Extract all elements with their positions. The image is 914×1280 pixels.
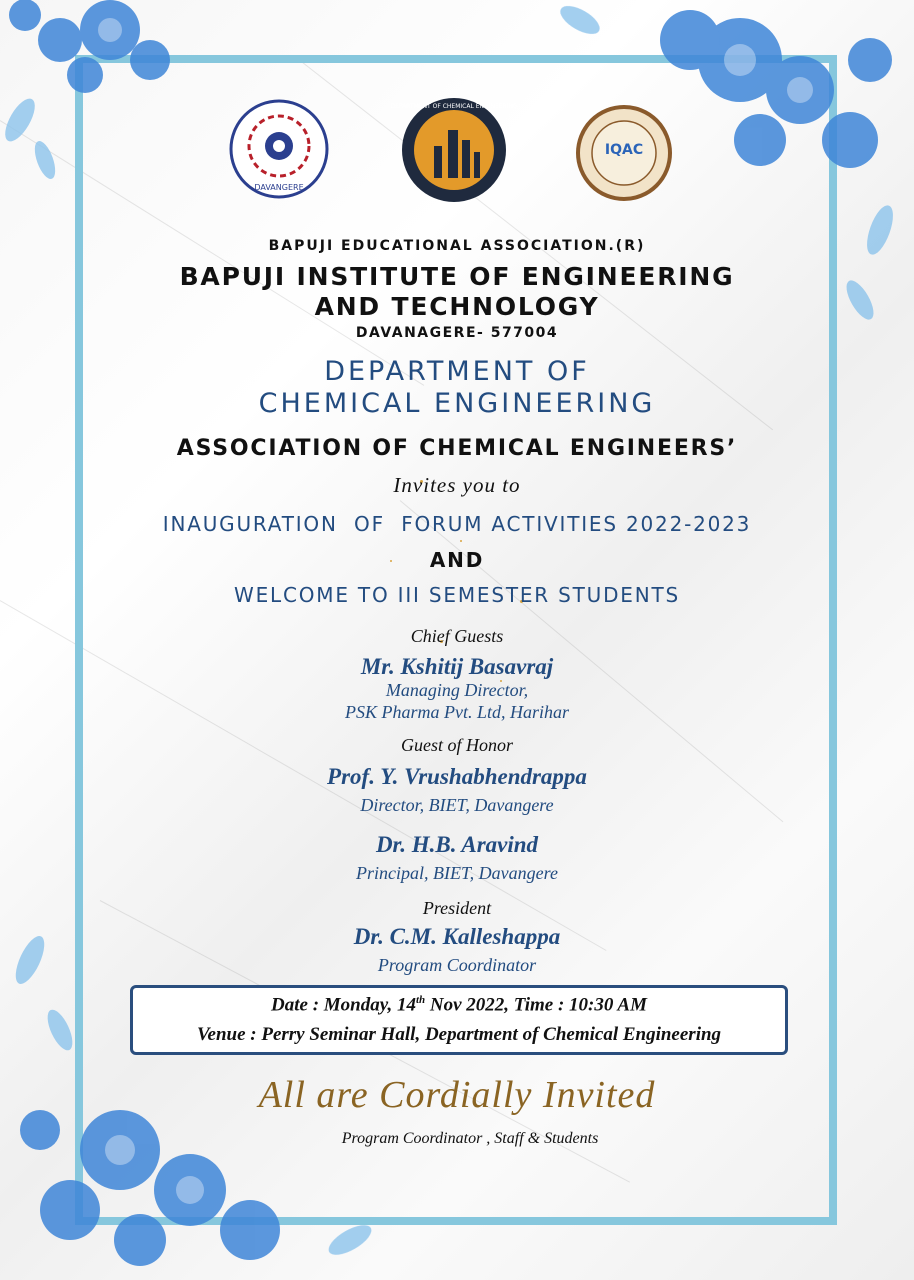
forum-name: ASSOCIATION OF CHEMICAL ENGINEERS’ [176, 436, 738, 461]
event-details-box [130, 985, 788, 1055]
president-label: President [422, 898, 492, 918]
institute-city: DAVANAGERE- 577004 [355, 325, 559, 341]
chief-guest-label: Chief Guests [410, 626, 504, 646]
president-name: Dr. C.M. Kalleshappa [353, 924, 561, 949]
department-name-line2: CHEMICAL ENGINEERING [258, 388, 656, 419]
chief-guest-role-2: PSK Pharma Pvt. Ltd, Harihar [344, 702, 569, 722]
institute-logo [228, 98, 330, 200]
event-title-line3: WELCOME TO III SEMESTER STUDENTS [234, 583, 680, 607]
president-role: Program Coordinator [377, 955, 537, 975]
institute-name-line2: AND TECHNOLOGY [314, 292, 600, 321]
event-venue: Venue : Perry Seminar Hall, Department of Chemical Engineering [196, 1024, 722, 1045]
association-name: BAPUJI EDUCATIONAL ASSOCIATION.(R) [268, 238, 646, 254]
event-title-line1: INAUGURATION OF FORUM ACTIVITIES 2022-2023 [162, 512, 752, 536]
logo-middle-text: DEPARTMENT OF CHEMICAL ENGINEERING [390, 103, 518, 110]
date-suffix: Nov 2022, Time : 10:30 AM [425, 994, 647, 1016]
event-date-time [133, 994, 785, 1016]
principal-name: Dr. H.B. Aravind [375, 832, 539, 857]
institute-name [0, 262, 914, 322]
department-logo [390, 96, 518, 204]
event-title-line2: AND [429, 548, 485, 572]
guest-of-honor-label: Guest of Honor [401, 735, 513, 755]
logo-left-text: DAVANGERE [254, 183, 304, 192]
logo-right-text: IQAC [604, 142, 644, 158]
department-name-line1: DEPARTMENT OF [324, 356, 590, 387]
invites-text: Invites you to [393, 473, 521, 497]
date-ordinal: th [415, 994, 426, 1006]
footer-signatories: Program Coordinator , Staff & Students [341, 1130, 599, 1147]
iqac-logo [575, 104, 673, 202]
cordial-invitation: All are Cordially Invited [258, 1074, 656, 1116]
institute-name-line1: BAPUJI INSTITUTE OF ENGINEERING [179, 262, 735, 291]
gold-sparkle [460, 540, 462, 542]
department-name [0, 356, 914, 420]
guest-of-honor-role: Director, BIET, Davangere [360, 795, 554, 815]
chief-guest-name: Mr. Kshitij Basavraj [360, 654, 554, 679]
principal-role: Principal, BIET, Davangere [356, 863, 558, 883]
date-prefix: Date : Monday, 14 [271, 994, 416, 1016]
chief-guest-role-1: Managing Director, [385, 680, 529, 700]
guest-of-honor-name: Prof. Y. Vrushabhendrappa [327, 764, 587, 789]
